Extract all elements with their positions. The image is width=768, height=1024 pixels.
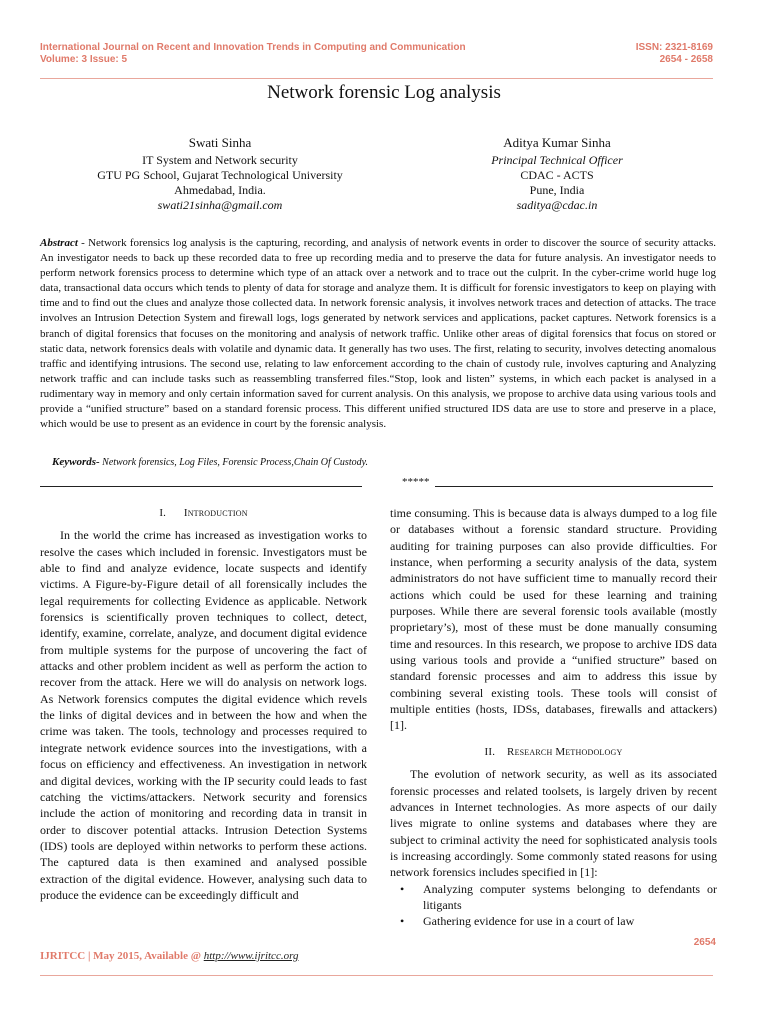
footer-link[interactable]: http://www.ijritcc.org xyxy=(203,950,299,962)
journal-pages: 2654 - 2658 xyxy=(659,54,713,65)
section-title: Research Methodology xyxy=(507,745,623,758)
right-column xyxy=(390,505,717,930)
intro-paragraph: In the world the crime has increased as investigation works to resolve the cases which included in forensic. Investigators must be able to find and analyze evidence, locate suspects and identify victims. A Figure-by-Figure detail of all forensically includes the legal requirements for collecting Evidence as applicable. Network forensics is scientifically proven techniques to collect, detect, identify, examine, correlate, analyze, and document digital evidence from multiple systems for the purpose of uncovering the fact of attacks and other problem incident as well as perform the action to recover from the attack. Here we will do analysis on network logs. As Network forensics computes the digital evidence which revels the links of digital devices and in between the how and when the crime was taken. The tools, technology and processes required to integrate network evidence sources into the investigations, with a focus on efficiency and effectiveness. An investigation in network and digital devices, working with the IP security could leads to fast catching the victims/attackers. Network security and forensics include the action of monitoring and recording data in transit in order to discover potential attacks. Intrusion Detection Systems (IDS) tools are deployed within networks to perform these actions. The captured data is then examined and analysed possible extraction of the digital evidence. However, analysing such data to produce the evidence can be exceedingly difficult and xyxy=(40,528,367,902)
author-dept: Principal Technical Officer xyxy=(491,153,623,167)
abstract xyxy=(40,236,716,432)
section-heading-methodology xyxy=(390,744,717,760)
abstract-label: Abstract xyxy=(40,237,78,249)
author-block-2 xyxy=(407,135,707,213)
keywords-text: Network forensics, Log Files, Forensic Process,Chain Of Custody. xyxy=(99,457,368,468)
reasons-list xyxy=(390,881,717,930)
methodology-paragraph: The evolution of network security, as well as its associated forensic processes and related toolsets, is largely driven by recent advances in Internet technologies. As more aspects of our daily lives migrate to online systems and databases where they are subject to criminal activity the need for sophisticated analysis tools is increasing accordingly. Some commonly stated reasons for using network forensics includes specified in [1]: xyxy=(390,767,717,880)
paper-title: Network forensic Log analysis xyxy=(267,82,501,103)
section-number: I. xyxy=(159,507,167,519)
author-email: saditya@cdac.in xyxy=(516,198,598,212)
intro-paragraph-continued: time consuming. This is because data is always dumped to a log file or databases without a forensic standard structure. Providing auditing for training purposes can also provide difficulties. For instance, when performing a security analysis of the data, system administrators do not have sufficient time to manually record their actions which could be used for these learning and training purposes. While there are several forensic tools available (mostly proprietary’s), most of these must be done manually consuming time and resources. In this research, we propose to archive IDS data using various tools and provide a “unified structure” based on standard forensic processes and aim to address this issue by combining several existing tools. These tools will consist of multiple entities (hosts, IDSs, databases, firewalls and attackers) [1]. xyxy=(390,506,717,733)
separator-line-left xyxy=(40,486,362,487)
abstract-text: - Network forensics log analysis is the capturing, recording, and analysis of network events in order to discover the source of security attacks. An investigator needs to back up these recorded data to free up recording media and to preserve the data for future analysis. An investigator needs to perform network forensics process to determine which type of an attack over a network and to trace out the culprit. In the cyber-crime world huge log data, transactional data occurs which tends to plenty of data for storage and analyze them. It is difficult for forensic investigators to keep on playing with time and to find out the clues and analyze those collected data. In network forensic analysis, it involves network traces and detection of attacks. The trace involves an Intrusion Detection System and firewall logs, logs generated by network services and applications, packet captures. Network forensics is a branch of digital forensics that focuses on the monitoring and analysis of network traffic. Unlike other areas of digital forensics that focus on stored or static data, network forensics deals with volatile and dynamic data. It generally has two uses. The first, relating to security, involves detecting anomalous traffic and identifying intrusions. The second use, relating to law enforcement according to the chain of custody rule, involves capturing and Analyzing network traffic and can include tasks such as reassembling transferred files.“Stop, look and listen” systems, in which each packet is analysed in a rudimentary way in memory and only certain information saved for current analysis. On this analysis, we propose to archive data using various tools and provide a “unified structure” based on a standard forensic process. This different unified structured IDS data are use to store and preserve in a place, which would be use to present as an evidence in court by the forensic analysis. xyxy=(40,237,716,431)
keywords-label: Keywords- xyxy=(52,456,100,468)
author-block-1 xyxy=(70,135,370,213)
section-heading-introduction xyxy=(40,505,367,521)
section-separator xyxy=(40,476,713,492)
author-location: Pune, India xyxy=(529,183,585,197)
section-title: Introduction xyxy=(183,507,248,519)
author-org: CDAC - ACTS xyxy=(520,168,594,182)
header-divider xyxy=(40,78,713,79)
author-name: Swati Sinha xyxy=(188,135,252,150)
keywords xyxy=(52,456,368,468)
author-org: GTU PG School, Gujarat Technological University xyxy=(97,168,343,182)
page-number: 2654 xyxy=(693,937,716,948)
footer xyxy=(40,950,298,962)
journal-name: International Journal on Recent and Innovation Trends in Computing and Communication xyxy=(40,42,466,53)
author-name: Aditya Kumar Sinha xyxy=(503,135,611,150)
separator-line-right xyxy=(435,486,713,487)
footer-text: IJRITCC | May 2015, Available @ xyxy=(40,950,204,962)
author-email: swati21sinha@gmail.com xyxy=(157,198,283,212)
footer-divider xyxy=(40,975,713,976)
journal-volume: Volume: 3 Issue: 5 xyxy=(40,54,128,65)
section-number: II. xyxy=(484,745,496,758)
author-location: Ahmedabad, India. xyxy=(174,183,266,197)
list-item: • Analyzing computer systems belonging to defendants or litigants xyxy=(390,881,717,914)
list-item: • Gathering evidence for use in a court of law xyxy=(390,913,717,929)
author-dept: IT System and Network security xyxy=(142,153,298,167)
separator-stars: ***** xyxy=(402,476,430,488)
journal-issn: ISSN: 2321-8169 xyxy=(635,42,713,53)
running-header xyxy=(40,42,713,66)
left-column xyxy=(40,505,367,903)
